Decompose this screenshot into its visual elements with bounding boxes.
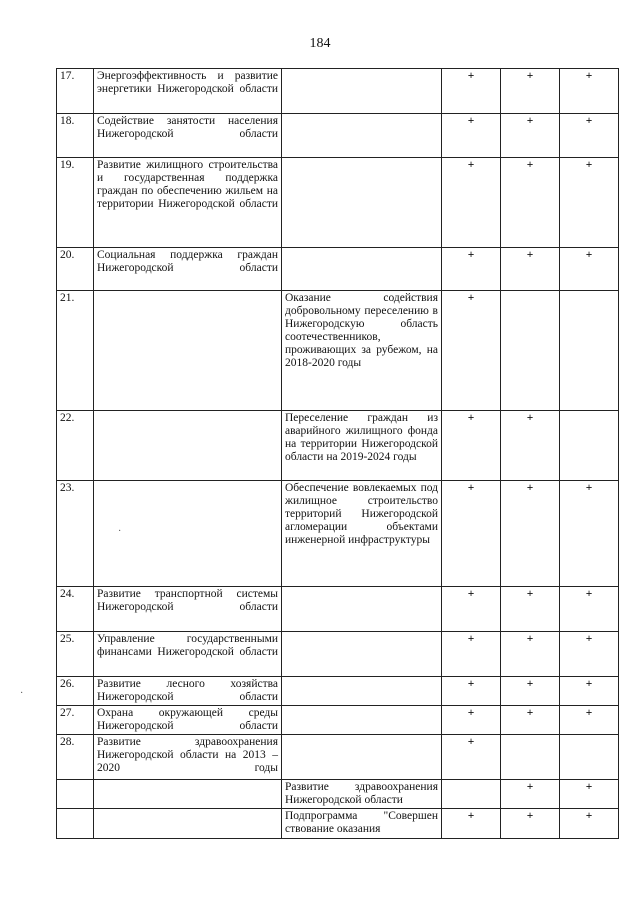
row-number: 17. <box>57 69 94 114</box>
row-number <box>57 809 94 839</box>
table-row <box>57 481 619 587</box>
mark-cell-3 <box>560 411 619 481</box>
subprogram-name: Развитие здравоохранения Нижегородской области <box>282 780 442 809</box>
table-row <box>57 411 619 481</box>
mark-cell-1: + <box>442 735 501 780</box>
row-number: 21. <box>57 291 94 411</box>
margin-mark: · <box>20 688 24 699</box>
mark-cell-1: + <box>442 411 501 481</box>
mark-cell-3 <box>560 735 619 780</box>
mark-cell-1: + <box>442 158 501 248</box>
subprogram-name <box>282 632 442 677</box>
program-name: Социальная поддержка граждан Нижегородской области <box>94 248 282 291</box>
subprogram-name <box>282 677 442 706</box>
mark-cell-3: + <box>560 158 619 248</box>
mark-cell-3 <box>560 291 619 411</box>
mark-cell-2: + <box>501 780 560 809</box>
mark-cell-1: + <box>442 291 501 411</box>
page-number: 184 <box>309 36 331 51</box>
table-row <box>57 248 619 291</box>
table-row <box>57 69 619 114</box>
program-name: Энергоэффективность и развитие энергетики Нижегородской области <box>94 69 282 114</box>
program-name <box>94 809 282 839</box>
table-row <box>57 291 619 411</box>
row-number: 20. <box>57 248 94 291</box>
subprogram-name <box>282 587 442 632</box>
mark-cell-2: + <box>501 809 560 839</box>
row-number: 28. <box>57 735 94 780</box>
table-row <box>57 632 619 677</box>
program-name <box>94 291 282 411</box>
table-row <box>57 809 619 839</box>
mark-cell-1: + <box>442 114 501 158</box>
subprogram-name: Переселение граждан из аварийного жилищного фонда на территории Нижегородской области на 2019-2024 годы <box>282 411 442 481</box>
row-number: 24. <box>57 587 94 632</box>
mark-cell-2: + <box>501 706 560 735</box>
program-name: Содействие занятости населения Нижегородской области <box>94 114 282 158</box>
mark-cell-1: + <box>442 248 501 291</box>
mark-cell-1: + <box>442 706 501 735</box>
table-row <box>57 587 619 632</box>
mark-cell-2: + <box>501 114 560 158</box>
mark-cell-1: + <box>442 809 501 839</box>
table-row <box>57 677 619 706</box>
subprogram-name <box>282 735 442 780</box>
row-number <box>57 780 94 809</box>
mark-cell-3: + <box>560 248 619 291</box>
mark-cell-2: + <box>501 587 560 632</box>
table-row <box>57 114 619 158</box>
program-name: Развитие транспортной системы Нижегородской области <box>94 587 282 632</box>
program-name <box>94 481 282 587</box>
table-row <box>57 735 619 780</box>
mark-cell-2: + <box>501 69 560 114</box>
subprogram-name: Обеспечение вовлекаемых под жилищное строительство территорий Нижегородской агломерации объектами инженерной инфраструктуры <box>282 481 442 587</box>
row-number: 26. <box>57 677 94 706</box>
mark-cell-1: + <box>442 632 501 677</box>
program-name: Развитие жилищного строительства и государственная поддержка граждан по обеспечению жильем на территории Нижегородской области <box>94 158 282 248</box>
row-number: 18. <box>57 114 94 158</box>
program-name <box>94 780 282 809</box>
mark-cell-3: + <box>560 780 619 809</box>
mark-cell-2: + <box>501 481 560 587</box>
programs-table <box>56 68 619 839</box>
subprogram-name <box>282 158 442 248</box>
subprogram-name: Подпрограмма "Совершен ствование оказания <box>282 809 442 839</box>
mark-cell-3: + <box>560 114 619 158</box>
mark-cell-1 <box>442 780 501 809</box>
mark-cell-2: + <box>501 158 560 248</box>
mark-cell-3: + <box>560 481 619 587</box>
subprogram-name <box>282 69 442 114</box>
subprogram-name <box>282 706 442 735</box>
mark-cell-1: + <box>442 677 501 706</box>
table-row <box>57 158 619 248</box>
mark-cell-2 <box>501 735 560 780</box>
subprogram-name: Оказание содействия добровольному переселению в Нижегородскую область соотечественников, проживающих за рубежом, на 2018-2020 годы <box>282 291 442 411</box>
mark-cell-3: + <box>560 706 619 735</box>
mark-cell-2: + <box>501 248 560 291</box>
row-number: 22. <box>57 411 94 481</box>
row-number: 25. <box>57 632 94 677</box>
program-name: Развитие здравоохранения Нижегородской области на 2013 – 2020 годы <box>94 735 282 780</box>
mark-cell-3: + <box>560 632 619 677</box>
program-name <box>94 411 282 481</box>
subprogram-name <box>282 248 442 291</box>
program-name: Охрана окружающей среды Нижегородской области <box>94 706 282 735</box>
mark-cell-2: + <box>501 411 560 481</box>
mark-cell-2: + <box>501 632 560 677</box>
mark-cell-2: + <box>501 677 560 706</box>
subprogram-name <box>282 114 442 158</box>
table-row <box>57 780 619 809</box>
mark-cell-3: + <box>560 809 619 839</box>
program-name: Управление государственными финансами Нижегородской области <box>94 632 282 677</box>
mark-cell-3: + <box>560 587 619 632</box>
row-number: 23. <box>57 481 94 587</box>
mark-cell-3: + <box>560 69 619 114</box>
mark-cell-1: + <box>442 69 501 114</box>
program-name: Развитие лесного хозяйства Нижегородской области <box>94 677 282 706</box>
mark-cell-1: + <box>442 481 501 587</box>
mark-cell-1: + <box>442 587 501 632</box>
mark-cell-2 <box>501 291 560 411</box>
table-row <box>57 706 619 735</box>
row-number: 19. <box>57 158 94 248</box>
scan-dot: · <box>118 526 122 537</box>
mark-cell-3: + <box>560 677 619 706</box>
row-number: 27. <box>57 706 94 735</box>
